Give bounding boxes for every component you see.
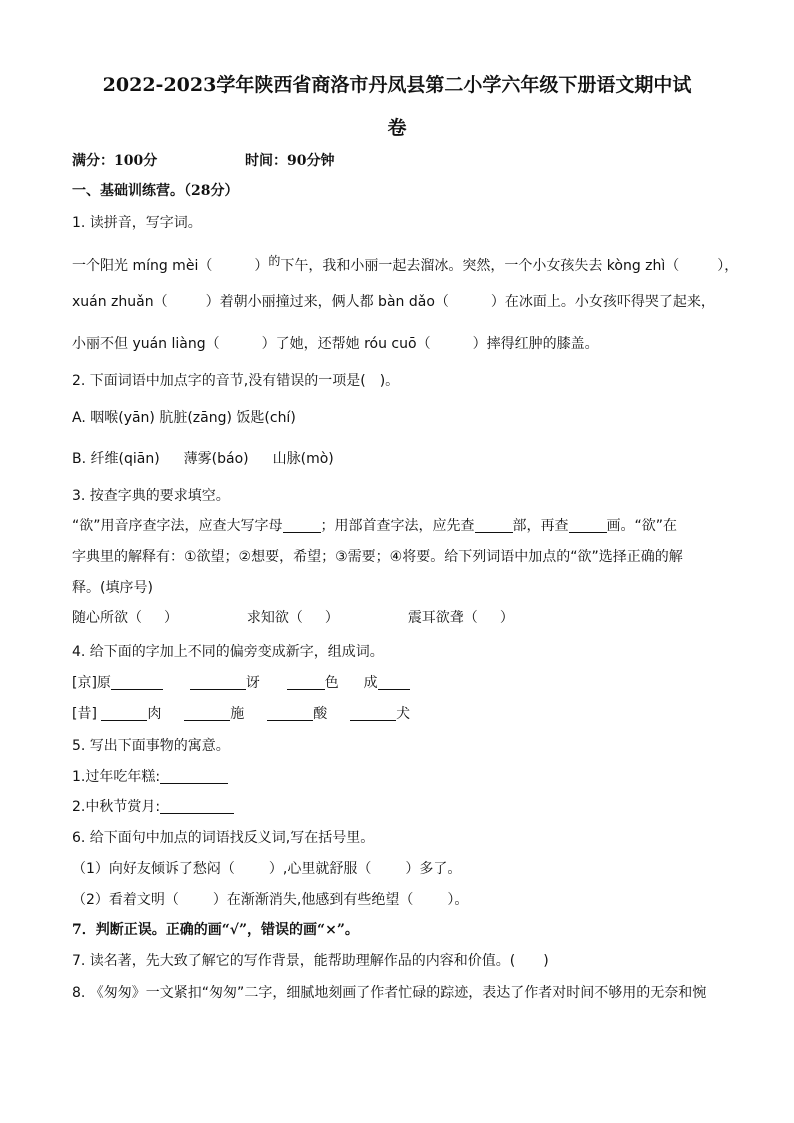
q2-option-a: A. 咽喉(yān) 肮脏(zāng) 饭匙(chí) [72,410,296,426]
q5-prompt: 5. 写出下面事物的寓意。 [72,738,230,754]
answer-blank[interactable] [101,706,147,721]
q5-item-2: 2.中秋节赏月: [72,798,234,816]
answer-blank[interactable] [475,518,513,533]
q6-sentence-2: （2）看着文明（ ）在渐渐消失,他感到有些绝望（ ）。 [72,892,469,908]
answer-blank[interactable] [184,706,230,721]
q7-statement: 7. 读名著，先大致了解它的写作背景，能帮助理解作品的内容和价值。( ) [72,953,549,969]
exam-meta [72,152,334,170]
answer-blank[interactable] [190,675,246,690]
answer-blank[interactable] [111,675,163,690]
answer-blank[interactable] [569,518,607,533]
q1-line-3: 小丽不但 yuán liàng（ ）了她，还帮她 róu cuō（ ）摔得红肿的膝盖。 [72,336,599,352]
q1-prompt: 1. 读拼音，写字词。 [72,215,202,231]
section-1-heading: 一、基础训练营。（28分） [72,183,239,199]
exam-time: 时间：90分钟 [244,153,335,169]
answer-blank[interactable] [267,706,313,721]
full-score: 满分：100分 [72,153,158,169]
q1-line-2: xuán zhuǎn（ ）着朝小丽撞过来，俩人都 bàn dǎo（ ）在冰面上。小女孩吓得哭了起来， [72,294,715,310]
exam-title-line1: 2022-2023学年陕西省商洛市丹凤县第二小学六年级下册语文期中试 [102,74,692,96]
answer-blank[interactable] [283,518,321,533]
answer-blank[interactable] [378,675,410,690]
q7-heading: 7．判断正误。正确的画“√”，错误的画“×”。 [72,922,359,938]
q4-prompt: 4. 给下面的字加上不同的偏旁变成新字，组成词。 [72,644,384,660]
answer-blank[interactable] [160,769,228,784]
q2-prompt: 2. 下面词语中加点字的音节,没有错误的一项是( )。 [72,373,400,389]
q6-prompt: 6. 给下面句中加点的词语找反义词,写在括号里。 [72,830,375,846]
answer-blank[interactable] [287,675,325,690]
q3-words: 随心所欲（ ） 求知欲（ ） 震耳欲聋（ ） [72,610,514,626]
q3-text-3: 释。(填序号) [72,580,153,596]
q6-sentence-1: （1）向好友倾诉了愁闷（ ）,心里就舒服（ ）多了。 [72,861,462,877]
q5-item-1: 1.过年吃年糕: [72,768,228,786]
q8-statement: 8. 《匆匆》一文紧扣“匆匆”二字，细腻地刻画了作者忙碌的踪迹，表达了作者对时间不够用的无奈和惋 [72,985,707,1001]
answer-blank[interactable] [160,799,234,814]
q2-option-b: B. 纤维(qiān) 薄雾(báo) 山脉(mò) [72,451,334,467]
q4-row-1: [京]原 讶 色 成 [72,674,410,692]
q4-row-2: [昔] 肉 施 酸 犬 [72,706,411,722]
exam-title-line2: 卷 [387,117,407,139]
q3-text-1: “欲”用音序查字法，应查大写字母 ；用部首查字法，应先查 部，再查 画。“欲”在 [72,518,678,534]
q1-line-1: 一个阳光 míng mèi（ ）的下午，我和小丽一起去溜冰。突然，一个小女孩失去 kòng zhì（ ）， [72,254,739,274]
answer-blank[interactable] [350,706,396,721]
q3-text-2: 字典里的解释有：①欲望；②想要，希望；③需要；④将要。给下列词语中加点的“欲”选择正确的解 [72,549,683,565]
q3-prompt: 3. 按查字典的要求填空。 [72,488,230,504]
